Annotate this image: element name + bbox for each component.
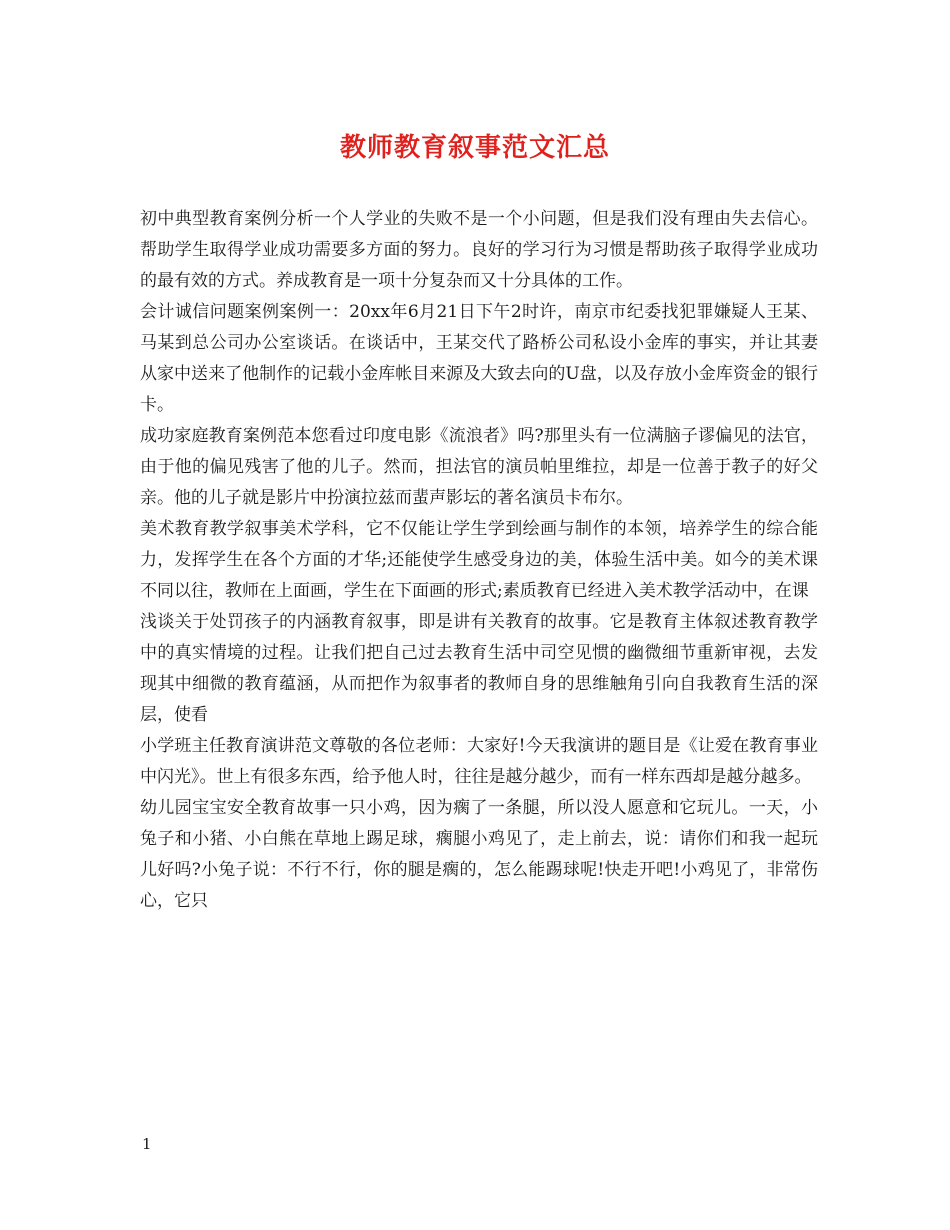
paragraph-accounting-integrity: 会计诚信问题案例案例一：20xx年6月21日下午2时许，南京市纪委找犯罪嫌疑人王某、马某到总公司办公室谈话。在谈话中，王某交代了路桥公司私设小金库的事实，并让其妻从家中送来了他制作的记载小金库帐目来源及大致去向的U盘，以及存放小金库资金的银行卡。 — [140, 302, 818, 415]
paragraph-kindergarten-safety-story: 幼儿园宝宝安全教育故事一只小鸡，因为瘸了一条腿，所以没人愿意和它玩儿。一天，小兔子和小猪、小白熊在草地上踢足球，瘸腿小鸡见了，走上前去，说：请你们和我一起玩儿好吗?小兔子说：不行不行，你的腿是瘸的，怎么能踢球呢!快走开吧!小鸡见了，非常伤心，它只 — [140, 798, 818, 911]
paragraph-punishment-narrative: 浅谈关于处罚孩子的内涵教育叙事，即是讲有关教育的故事。它是教育主体叙述教育教学中的真实情境的过程。让我们把自己过去教育生活中司空见惯的幽微细节重新审视，去发现其中细微的教育蕴涵，从而把作为叙事者的教师自身的思维触角引向自我教育生活的深层，使看 — [140, 612, 818, 725]
document-title: 教师教育叙事范文汇总 — [339, 133, 610, 163]
page-number: 1 — [142, 1135, 152, 1153]
paragraph-family-education: 成功家庭教育案例范本您看过印度电影《流浪者》吗?那里头有一位满脑子谬偏见的法官，由于他的偏见残害了他的儿子。然而，担法官的演员帕里维拉，却是一位善于教子的好父亲。他的儿子就是影片中扮演拉兹而蜚声影坛的著名演员卡布尔。 — [140, 426, 818, 508]
paragraph-art-education: 美术教育教学叙事美术学科，它不仅能让学生学到绘画与制作的本领，培养学生的综合能力，发挥学生在各个方面的才华;还能使学生感受身边的美，体验生活中美。如今的美术课不同以往，教师在上面画，学生在下面画的形式;素质教育已经进入美术教学活动中，在课 — [140, 519, 818, 601]
paragraph-head-teacher-speech: 小学班主任教育演讲范文尊敬的各位老师：大家好!今天我演讲的题目是《让爱在教育事业中闪光》。世上有很多东西，给予他人时，往往是越分越少，而有一样东西却是越分越多。 — [140, 736, 818, 787]
document-body — [140, 204, 818, 917]
paragraph-junior-high-case: 初中典型教育案例分析一个人学业的失败不是一个小问题，但是我们没有理由失去信心。帮助学生取得学业成功需要多方面的努力。良好的学习行为习惯是帮助孩子取得学业成功的最有效的方式。养成教育是一项十分复杂而又十分具体的工作。 — [140, 209, 818, 291]
